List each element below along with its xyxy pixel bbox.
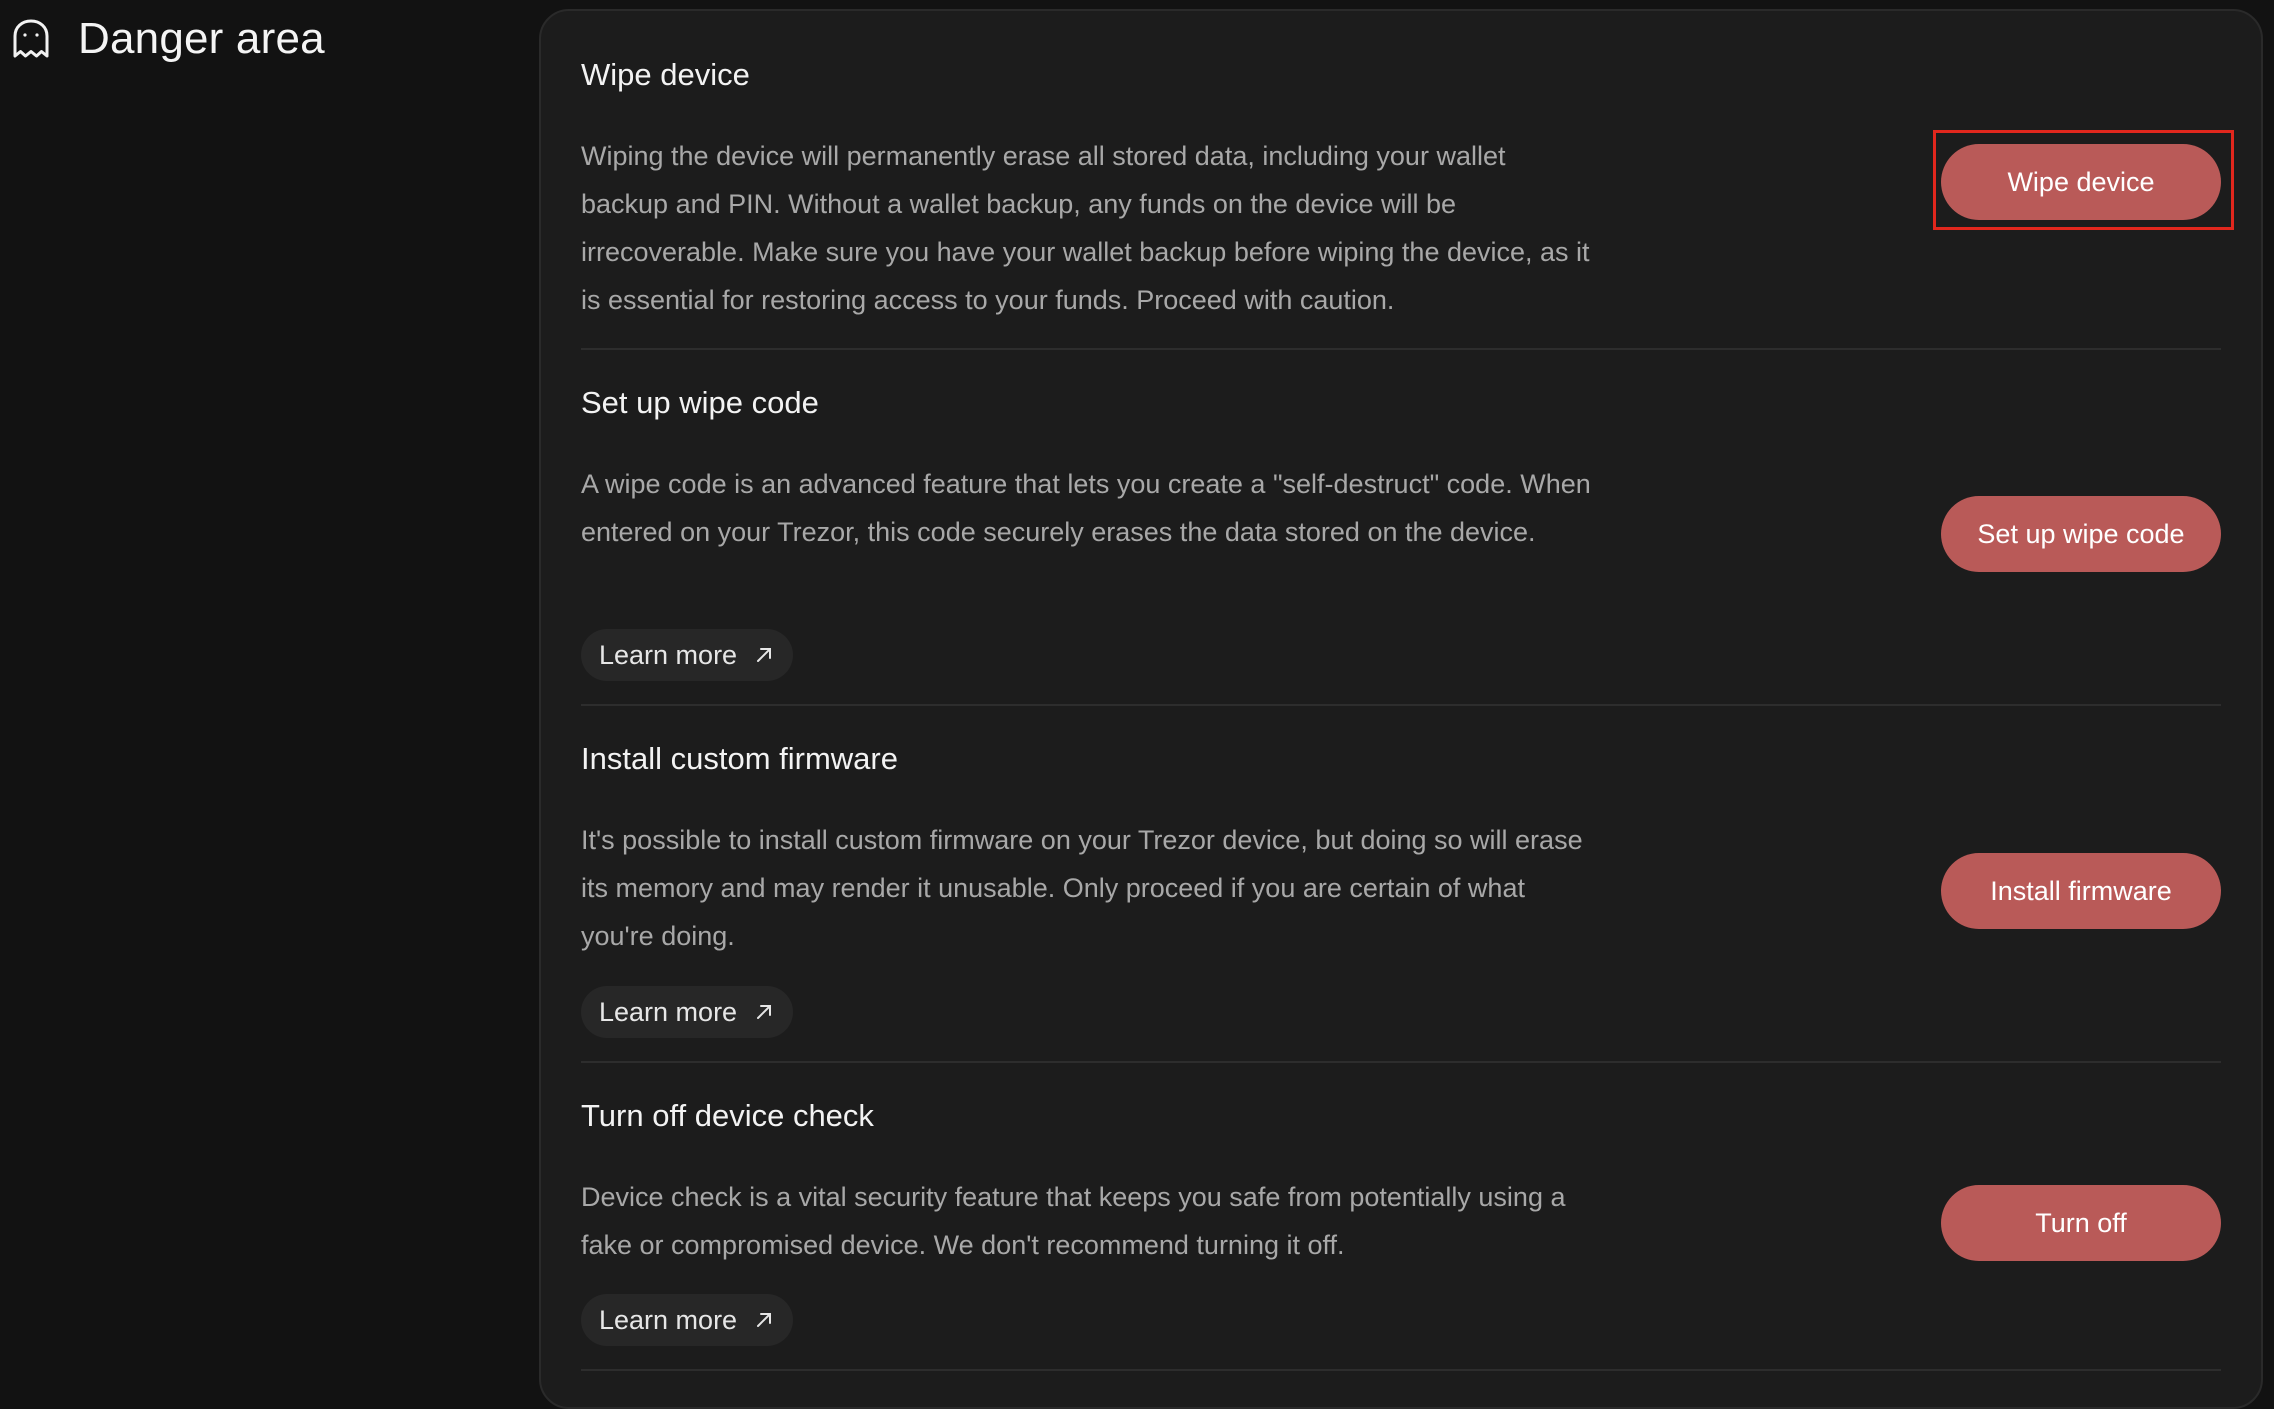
setting-row-wipe-code	[581, 350, 2221, 706]
wipe-device-button[interactable]: Wipe device	[1941, 144, 2221, 220]
danger-settings-card	[539, 9, 2263, 1409]
section-header	[10, 14, 325, 64]
external-arrow-icon	[755, 646, 773, 664]
setting-row-device-check	[581, 1063, 2221, 1371]
ghost-icon	[10, 18, 52, 60]
external-arrow-icon	[755, 1003, 773, 1021]
learn-more-label: Learn more	[599, 996, 738, 1027]
page-title: Danger area	[78, 14, 325, 63]
learn-more-label: Learn more	[599, 1304, 738, 1335]
setting-title: Turn off device check	[581, 1098, 874, 1133]
setting-title: Set up wipe code	[581, 385, 819, 420]
setting-row-wipe-device	[581, 11, 2221, 350]
learn-more-link[interactable]	[581, 986, 793, 1038]
setting-description: Wiping the device will permanently erase all stored data, including your wallet backup and PIN. Without a wallet backup, any funds on the device will be irrecoverable. Make sure you have your wallet backup before wiping the device, as it is essential for restoring access to your funds. Proceed with caution.	[581, 141, 1590, 315]
external-arrow-icon	[755, 1311, 773, 1329]
setting-title: Wipe device	[581, 57, 750, 92]
set-up-wipe-code-button[interactable]: Set up wipe code	[1941, 496, 2221, 572]
setting-description: It's possible to install custom firmware on your Trezor device, but doing so will erase its memory and may render it unusable. Only proceed if you are certain of what you're doing.	[581, 825, 1583, 951]
setting-title: Install custom firmware	[581, 741, 898, 776]
setting-description: A wipe code is an advanced feature that lets you create a "self-destruct" code. When entered on your Trezor, this code securely erases the data stored on the device.	[581, 469, 1591, 547]
setting-row-custom-firmware	[581, 706, 2221, 1063]
install-firmware-button[interactable]: Install firmware	[1941, 853, 2221, 929]
learn-more-label: Learn more	[599, 639, 738, 670]
learn-more-link[interactable]	[581, 629, 793, 681]
turn-off-button[interactable]: Turn off	[1941, 1185, 2221, 1261]
learn-more-link[interactable]	[581, 1294, 793, 1346]
setting-description: Device check is a vital security feature that keeps you safe from potentially using a fake or compromised device. We don't recommend turning it off.	[581, 1182, 1566, 1260]
